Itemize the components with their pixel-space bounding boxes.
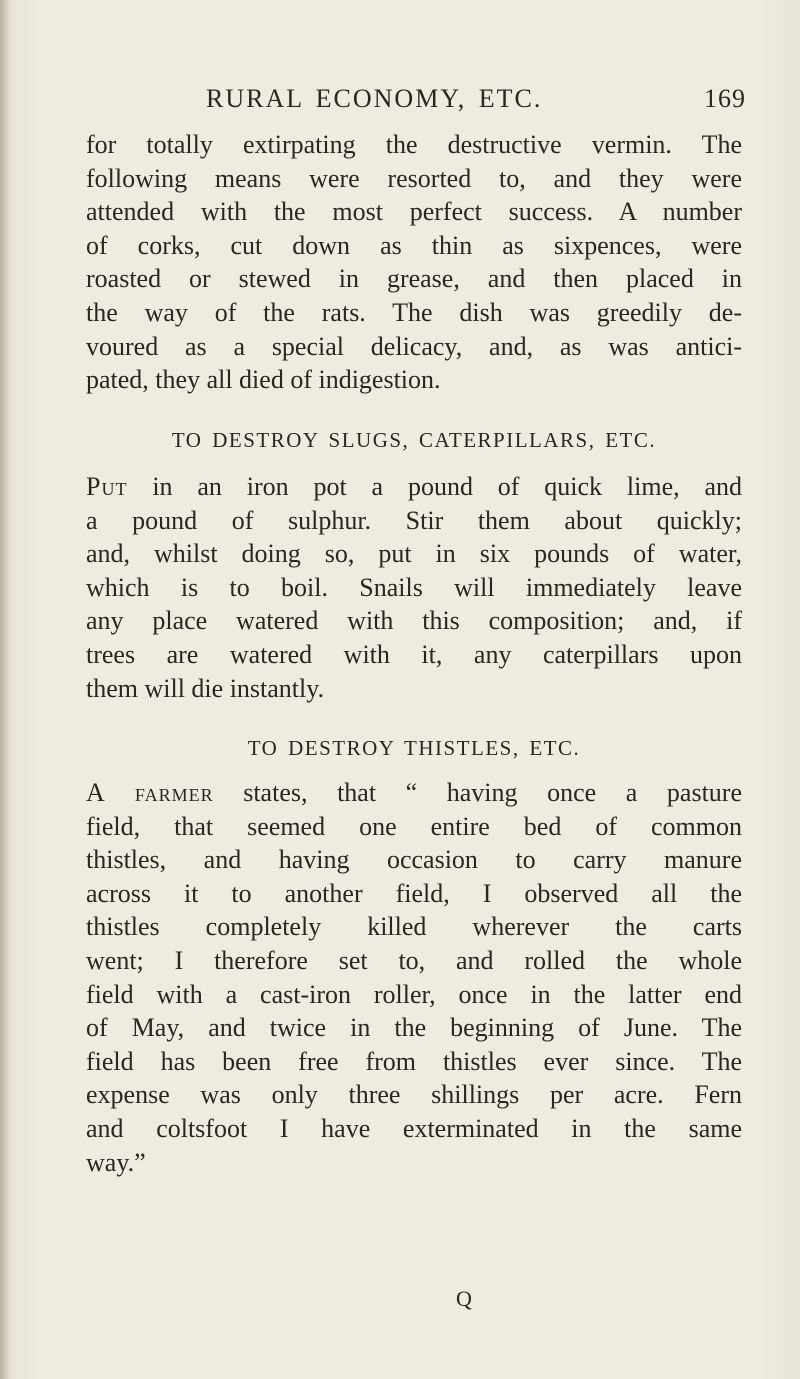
text-line: field has been free from thistles ever since. The (86, 1046, 742, 1076)
running-head-title: RURAL ECONOMY, ETC. (206, 84, 543, 113)
text-line: across it to another field, I observed all the (86, 878, 742, 908)
section-heading-thistles: TO DESTROY THISTLES, ETC. (247, 736, 581, 760)
text-line: roasted or stewed in grease, and then placed in (86, 264, 742, 294)
text-line (86, 470, 742, 504)
paragraph-vermin (86, 128, 742, 397)
text-line: went; I therefore set to, and rolled the whole (86, 945, 742, 975)
text-line: of corks, cut down as thin as sixpences, were (86, 230, 742, 260)
section-heading-slugs: TO DESTROY SLUGS, CATERPILLARS, ETC. (171, 428, 657, 452)
text-line (86, 776, 742, 810)
text-line: way.” (86, 1147, 146, 1177)
paragraph-thistles (86, 776, 742, 1179)
lead-word: A farmer (86, 778, 214, 807)
text-line: field with a cast-iron roller, once in the latter end (86, 979, 742, 1009)
text-line: pated, they all died of indigestion. (86, 365, 441, 395)
text-line: voured as a special delicacy, and, as was antici- (86, 331, 742, 361)
text-line: expense was only three shillings per acre. Fern (86, 1080, 742, 1110)
text-line: any place watered with this composition; and, if (86, 606, 742, 636)
page-number: 169 (704, 84, 746, 113)
text-line: thistles completely killed wherever the carts (86, 912, 742, 942)
lead-word: Put (86, 472, 128, 501)
running-head (206, 84, 746, 114)
text-line: field, that seemed one entire bed of common (86, 811, 742, 841)
text-line: following means were resorted to, and they were (86, 163, 742, 193)
paragraph-slugs (86, 470, 742, 705)
text-line: them will die instantly. (86, 673, 325, 703)
text-line: and, whilst doing so, put in six pounds of water, (86, 539, 742, 569)
text-line: the way of the rats. The dish was greedily de- (86, 297, 742, 327)
text-fragment: states, that “ having once a pasture (213, 778, 742, 807)
text-line: which is to boil. Snails will immediately leave (86, 572, 742, 602)
text-line: a pound of sulphur. Stir them about quickly; (86, 505, 742, 535)
text-line: thistles, and having occasion to carry manure (86, 845, 742, 875)
text-line: for totally extirpating the destructive vermin. The (86, 130, 742, 159)
text-line: attended with the most perfect success. A number (86, 197, 742, 227)
text-line: and coltsfoot I have exterminated in the same (86, 1113, 742, 1143)
page-gutter-shadow (0, 0, 10, 1379)
text-fragment: in an iron pot a pound of quick lime, and (127, 472, 742, 501)
text-line: of May, and twice in the beginning of June. The (86, 1013, 742, 1043)
text-line: trees are watered with it, any caterpillars upon (86, 639, 742, 669)
signature-mark: Q (456, 1286, 472, 1311)
